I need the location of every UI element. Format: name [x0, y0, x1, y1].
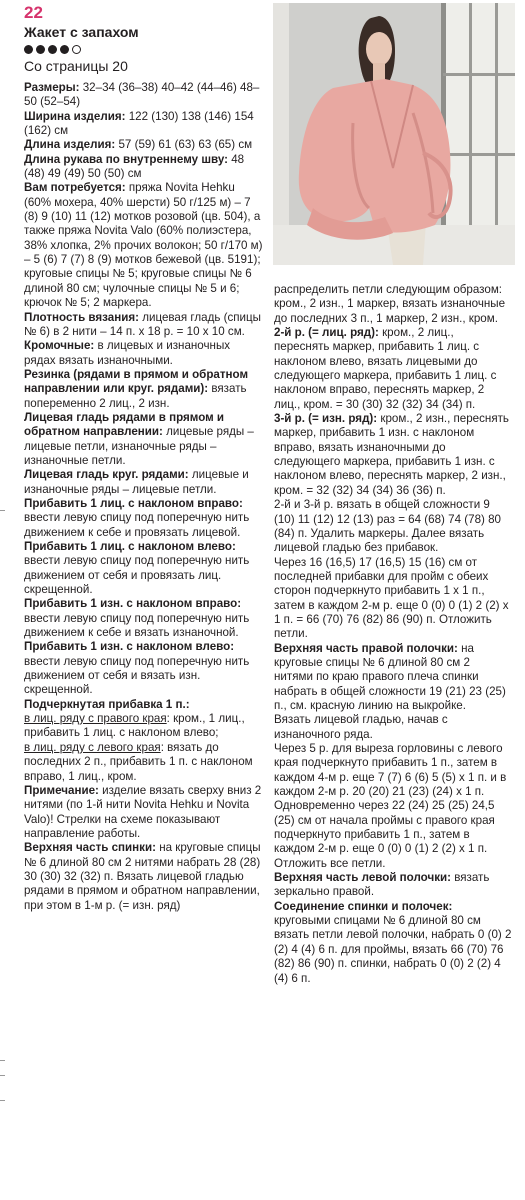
paragraph: [274, 556, 512, 642]
pattern-number: 22: [24, 3, 43, 22]
paragraph: [24, 411, 264, 468]
paragraph-label: 3-й р. (= изн. ряд):: [274, 412, 378, 426]
paragraph: [24, 181, 264, 310]
paragraph-text: Через 16 (16,5) 17 (16,5) 15 (16) см от последней прибавки для пройм с обеих сторон подчеркнуто прибавить 1 х 1 п., затем в каждом 2-м р. еще 0 (0) 0 (1) 2 (2) х 1 п. = 66 (70) 76 (82) 86 (90) п. Отложить петли.: [274, 555, 509, 641]
difficulty-rating: [24, 44, 264, 55]
paragraph-label: Верхняя часть правой полочки:: [274, 641, 458, 655]
paragraph-label: Лицевая гладь рядами в прямом и обратном направлении:: [24, 410, 225, 439]
paragraph-label: Прибавить 1 изн. с наклоном вправо:: [24, 597, 242, 611]
paragraph-text: лицевая гладь (спицы № 6) в 2 нити – 14 п. х 18 р. = 10 х 10 см.: [24, 310, 261, 338]
paragraph: [24, 597, 264, 640]
paragraph-text: Через 5 р. для выреза горловины с левого края подчеркнуто прибавить 1 п., затем в каждом 4-м р. еще 7 (7) 6 (6) 5 (5) х 1 п. и в каждом 2-м р. 20 (20) 21 (23) (24) х 1 п.: [274, 742, 507, 799]
paragraph-text: : кром., 1 лиц., прибавить 1 лиц. с наклоном влево;: [24, 712, 245, 740]
paragraph-text: ввести левую спицу под поперечную нить движением к себе и вязать изнаночной.: [24, 611, 250, 640]
difficulty-dot-filled: [36, 45, 45, 54]
paragraph: [24, 468, 264, 497]
paragraph-text: круговыми спицами № 6 длиной 80 см вязать петли левой полочки, набрать 0 (0) 2 (2) 4 (4) 6 п. для проймы, вязать 66 (70) 76 (82) 86 (90) п. спинки, набрать 0 (0) 2 (2) 4 (4) 6 п.: [274, 914, 512, 985]
paragraph: [24, 497, 264, 540]
difficulty-dot-filled: [48, 45, 57, 54]
paragraph-label: Прибавить 1 лиц. с наклоном влево:: [24, 540, 236, 553]
margin-rules: [0, 300, 6, 1200]
paragraph: [24, 311, 264, 340]
paragraph: [274, 283, 512, 326]
paragraph-label: Прибавить 1 лиц. с наклоном вправо:: [24, 496, 243, 510]
paragraph-text: лицевые ряды – лицевые петли, изнаночные ряды – изнаночные петли.: [24, 425, 254, 467]
paragraph-text: Одновременно через 22 (24) 25 (25) 24,5 (25) см от начала проймы с правого края подчеркнуто прибавить 1 п., затем в каждом 2-м р. еще 0 (0) 0 (1) 2 (2) х 1 п.: [274, 799, 495, 856]
paragraph-label: Соединение спинки и полочек:: [274, 899, 453, 913]
paragraph: [24, 540, 264, 597]
paragraph-text: на круговые спицы № 6 длиной 80 см 2 нитями по краю правого плеча спинки набрать в общей сложности 19 (21) 23 (25) п., см. красную линию на выкройке.: [274, 641, 506, 712]
paragraph-text: 2-й и 3-й р. вязать в общей сложности 9 (10) 11 (12) 12 (13) раз = 64 (68) 74 (78) 80 (84) п. Удалить маркеры. Далее вязать лицевой гладью без прибавок.: [274, 498, 501, 555]
paragraph-label: Подчеркнутая прибавка 1 п.:: [24, 697, 190, 711]
paragraph-label: Резинка (рядами в прямом и обратном направлении или круг. рядами):: [24, 367, 249, 396]
paragraph-underlined: в лиц. ряду с левого края: [24, 740, 161, 754]
paragraph: [274, 900, 512, 986]
paragraph-text: вязать зеркально правой.: [274, 871, 490, 899]
paragraph-label: Ширина изделия:: [24, 109, 126, 123]
paragraph-text: кром., 2 лиц., переснять маркер, прибавить 1 лиц. с наклоном влево, вязать лицевыми до следующего маркера, прибавить 1 лиц. с наклоном вправо, переснять маркер, 2 лиц., кром. = 30 (30) 32 (32) 34 (34) п.: [274, 326, 497, 411]
paragraph-label: Лицевая гладь круг. рядами:: [24, 468, 189, 482]
paragraph-text: вязать попеременно 2 лиц., 2 изн.: [24, 382, 247, 410]
paragraph-text: лицевые и изнаночные ряды – лицевые петли.: [24, 468, 249, 496]
difficulty-dot-filled: [60, 45, 69, 54]
paragraph-label: Верхняя часть левой полочки:: [274, 871, 451, 885]
paragraph-label: Плотность вязания:: [24, 310, 139, 324]
paragraph-label: Примечание:: [24, 783, 99, 797]
paragraph: [24, 698, 264, 712]
paragraph-text: Вязать лицевой гладью, начав с изнаночного ряда.: [274, 713, 448, 741]
paragraph: [274, 799, 512, 856]
paragraph: [24, 640, 264, 697]
paragraph-label: Длина изделия:: [24, 138, 116, 152]
paragraph: [24, 339, 264, 368]
pattern-title: Жакет с запахом: [24, 24, 139, 40]
paragraph-label: Длина рукава по внутреннему шву:: [24, 152, 228, 166]
difficulty-dot-filled: [24, 45, 33, 54]
model-photo: [273, 3, 515, 265]
paragraph: [274, 498, 512, 555]
paragraph-text: кром., 2 изн., переснять маркер, прибавить 1 изн. с наклоном вправо, вязать изнаночными до следующего маркера, прибавить 1 изн. с наклоном влево, переснять маркер, 2 изн., кром. = 32 (32) 34 (34) 36 (36) п.: [274, 412, 509, 497]
paragraph: [24, 841, 264, 913]
paragraph-text: пряжа Novita Hehku (60% мохера, 40% шерсти) 50 г/125 м) – 7 (8) 9 (10) 11 (12) мотков розовой (цв. 504), а также пряжа Novita Valo (60% полиэстера, 38% хлопка, 2% прочих волокон; 50 г/170 м) – 5 (6) 7 (7) 8 (9) мотков бежевой (цв. 5191); круговые спицы № 5; круговые спицы № 6 длиной 80 см; чулочные спицы № 5 и 6; крючок № 5; 2 маркера.: [24, 181, 263, 310]
paragraph-text: Отложить все петли.: [274, 856, 386, 870]
paragraph: [24, 153, 264, 182]
paragraph: [274, 742, 512, 799]
paragraph: [274, 642, 512, 714]
paragraph: [24, 81, 264, 110]
paragraph: [24, 712, 264, 741]
paragraph: [274, 871, 512, 900]
paragraph: [24, 784, 264, 841]
paragraph-text: 32–34 (36–38) 40–42 (44–46) 48–50 (52–54): [24, 81, 260, 109]
paragraph: [274, 713, 512, 742]
photo-illustration: [273, 3, 515, 265]
paragraph-text: ввести левую спицу под поперечную нить движением от себя и провязать лиц. скрещенной.: [24, 554, 250, 597]
difficulty-dot-empty: [72, 45, 81, 54]
source-page: Со страницы 20: [24, 58, 128, 74]
paragraph-label: Кромочные:: [24, 339, 95, 353]
paragraph: [24, 368, 264, 411]
paragraph: [24, 741, 264, 784]
paragraph-text: в лицевых и изнаночных рядах вязать изнаночными.: [24, 339, 231, 367]
paragraph-label: Верхняя часть спинки:: [24, 841, 156, 855]
paragraph: [274, 326, 512, 412]
paragraph: [274, 857, 512, 871]
paragraph-text: на круговые спицы № 6 длиной 80 см 2 нитями набрать 28 (28) 30 (30) 32 (32) п. Вязать лицевой гладью рядами в прямом и обратном направлении, при этом в 1-м р. (= изн. ряд): [24, 841, 261, 912]
paragraph-label: Размеры:: [24, 81, 80, 94]
paragraph-text: 48 (48) 49 (49) 50 (50) см: [24, 152, 245, 181]
paragraph-text: 57 (59) 61 (63) 63 (65) см: [115, 138, 253, 152]
paragraph-underlined: в лиц. ряду с правого края: [24, 712, 167, 726]
right-column: [274, 283, 512, 986]
paragraph-text: распределить петли следующим образом: кром., 2 изн., 1 маркер, вязать изнаночные до последних 3 п., 1 маркер, 2 изн., кром.: [274, 283, 506, 325]
paragraph-text: : вязать до последних 2 п., прибавить 1 п. с наклоном вправо, 1 лиц., кром.: [24, 740, 253, 783]
paragraph-label: Вам потребуется:: [24, 181, 126, 195]
paragraph-text: ввести левую спицу под поперечную нить движением от себя и вязать изн. скрещенной.: [24, 654, 250, 697]
paragraph-text: 122 (130) 138 (146) 154 (162) см: [24, 109, 254, 138]
left-column: [24, 4, 264, 913]
paragraph: [24, 110, 264, 139]
paragraph-label: 2-й р. (= лиц. ряд):: [274, 326, 379, 340]
paragraph: [24, 138, 264, 152]
paragraph-label: Прибавить 1 изн. с наклоном влево:: [24, 640, 235, 654]
left-paragraphs: [24, 81, 264, 913]
paragraph-text: изделие вязать сверху вниз 2 нитями (по 1-й нити Novita Hehku и Novita Valo)! Стрелки на схеме показывают направление работы.: [24, 783, 262, 840]
paragraph-text: ввести левую спицу под поперечную нить движением к себе и провязать лицевой.: [24, 511, 250, 539]
paragraph: [274, 412, 512, 498]
right-paragraphs: [274, 283, 512, 986]
